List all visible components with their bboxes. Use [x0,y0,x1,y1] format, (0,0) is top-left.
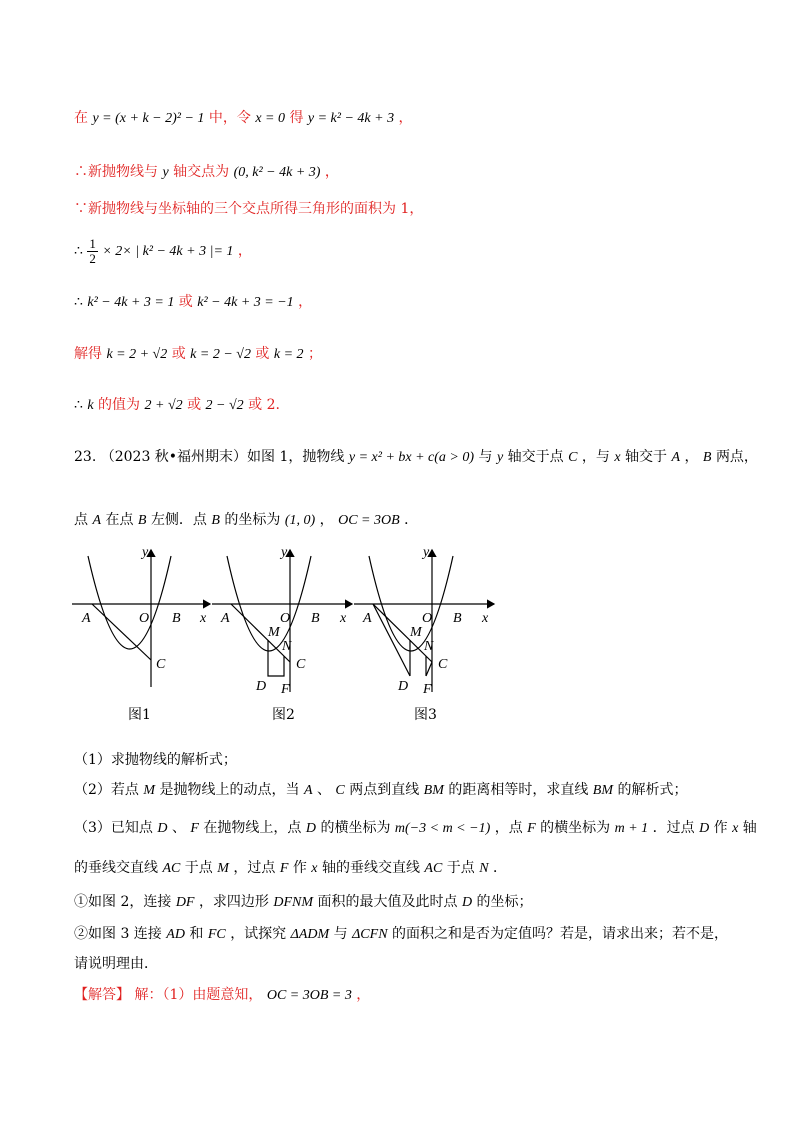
figure-2 [210,542,360,697]
text: 轴 [742,820,757,836]
math-expr: AC [162,861,181,876]
solution-line-2 [74,162,339,183]
math-expr: m + 1 [614,821,649,836]
text: 是抛物线上的动点，当 [159,782,300,798]
text: 轴交于 [625,449,667,465]
text: 在抛物线上，点 [203,820,302,836]
math-expr: BM [592,783,614,798]
label-N: N [424,639,434,654]
math-expr: ΔCFN [352,927,388,942]
text: 轴的垂线交直线 [321,860,420,876]
text: 或 [255,346,270,362]
text: 的坐标为 [224,512,281,528]
math-expr: F [527,821,536,836]
text: 于点 [446,860,475,876]
label-F: F [281,682,290,697]
label-O: O [139,611,150,626]
question-1: （1）求抛物线的解析式； [74,752,237,768]
label-B: B [453,611,462,626]
label-D: D [256,679,267,694]
text: 的面积之和是否为定值吗？若是，请求出来；若不是， [392,926,728,942]
text: （2）若点 [74,782,139,798]
text: 中，令 [208,110,251,126]
problem-line-1 [74,447,758,468]
label-A: A [221,611,230,626]
label-F: F [423,682,432,697]
text: 的垂线交直线 [74,860,158,876]
therefore-symbol: ∴ [74,295,83,310]
math-expr: C [568,450,578,465]
math-expr: 2 − √2 [205,398,244,413]
label-C: C [296,657,306,672]
math-expr: y = k² − 4k + 3 [307,111,395,126]
figure-3-caption: 图3 [414,707,437,723]
text: 或 [171,346,186,362]
label-B: B [311,611,320,626]
math-expr: N [479,861,489,876]
label-C: C [438,657,448,672]
math-expr: (1, 0) [284,513,316,528]
text: ，求四边形 [198,894,269,910]
text: ①如图 2，连接 [74,894,172,910]
label-M: M [410,625,422,640]
math-expr: OC = 3OB [338,513,400,528]
solution-line-1 [74,108,413,129]
question-3-line-end: 请说明理由． [74,956,158,972]
solution-line-5 [74,292,312,313]
math-expr: B [702,450,712,465]
text: 轴交点为 [173,164,230,180]
text: ， [319,512,334,528]
text: 左侧．点 [150,512,207,528]
text: ； [307,346,322,362]
figure-3 [352,542,502,697]
math-expr: OC = 3OB = 3 [266,988,352,1003]
math-expr: A [671,450,681,465]
text: 、 [171,820,186,836]
figure-1-caption: 图1 [128,707,151,723]
math-expr: 2 + √2 [144,398,183,413]
math-expr: k = 2 + √2 [106,347,168,362]
math-expr: x [614,450,621,465]
text: 面积的最大值及此时点 [317,894,458,910]
math-expr: DF [175,895,195,910]
text: 或 2. [248,397,280,413]
text: 的值为 [98,397,141,413]
math-expr: DFNM [273,895,314,910]
math-expr: x [732,821,739,836]
text: （2023 秋•福州期末）如图 1，抛物线 [100,449,345,465]
denominator: 2 [89,250,96,266]
math-expr: D [461,895,473,910]
math-expr: y = (x + k − 2)² − 1 [92,111,205,126]
math-expr: k = 2 [273,347,304,362]
text: ．过点 [652,820,695,836]
segment-fc [426,662,432,676]
text: 作 [713,820,728,836]
therefore-symbol: ∴ [74,244,83,259]
text: 或 [178,294,193,310]
math-expr: k² − 4k + 3 = −1 [197,295,294,310]
question-2 [74,780,687,801]
math-expr: C [335,783,345,798]
text: ． [404,512,419,528]
math-expr: B [211,513,220,528]
text: ， [324,164,339,180]
text: 两点到直线 [349,782,420,798]
text: 点 [74,512,88,528]
text: ，点 [494,820,523,836]
math-expr: F [190,821,199,836]
solution-line-6 [74,344,322,365]
math-expr: y [162,165,169,180]
figure-1 [70,542,220,692]
math-expr: k [87,398,94,413]
text: ， [684,449,699,465]
text: 的坐标； [476,894,533,910]
text: ②如图 3 连接 [74,926,162,942]
label-O: O [422,611,433,626]
problem-number: 23. [74,449,97,465]
label-y: y [142,545,149,560]
numerator: 1 [89,235,96,251]
math-expr: M [143,783,156,798]
math-expr: A [303,783,313,798]
label-x: x [340,611,347,626]
label-A: A [363,611,372,626]
text: 的横坐标为 [540,820,611,836]
text: 的距离相等时，求直线 [448,782,589,798]
label-y: y [281,545,288,560]
text: （3）已知点 [74,820,153,836]
math-expr: M [217,861,229,876]
question-3-part-1 [74,892,533,913]
text: ， [398,110,413,126]
text: 与 [478,449,493,465]
text: 的解析式； [617,782,688,798]
text: 、 [316,782,331,798]
question-3-part-2 [74,924,728,945]
math-expr: D [157,821,168,836]
math-expr: × 2× | k² − 4k + 3 |= 1 [102,244,234,259]
text: ∴新抛物线与 [74,164,158,180]
math-expr: x [311,861,318,876]
math-expr: k² − 4k + 3 = 1 [87,295,175,310]
math-expr: D [699,821,710,836]
text: ， [237,243,252,259]
text: ，过点 [233,860,276,876]
text: 在点 [105,512,134,528]
math-expr: x = 0 [255,111,285,126]
question-3-line-2 [74,858,507,879]
text: 与 [333,926,348,942]
text: 得 [289,110,304,126]
label-D: D [398,679,409,694]
label-A: A [82,611,91,626]
math-expr: BM [423,783,444,798]
text: 或 [187,397,202,413]
label-B: B [172,611,181,626]
math-expr: D [305,821,316,836]
label-O: O [280,611,291,626]
math-expr: B [137,513,147,528]
solution-line-7 [74,395,280,416]
text: 解：（1）由题意知， [134,987,263,1003]
math-expr: FC [207,927,226,942]
label-y: y [423,545,430,560]
text: 轴交于点 [507,449,564,465]
label-N: N [282,639,292,654]
answer-start [74,985,370,1006]
math-expr: F [279,861,289,876]
text: 的横坐标为 [320,820,391,836]
text: ． [493,860,508,876]
math-expr: y [496,450,504,465]
label-x: x [482,611,489,626]
segment-ad [373,604,410,676]
problem-line-2 [74,510,418,531]
text: 和 [189,926,204,942]
text: ， [356,987,371,1003]
math-expr: AC [424,861,443,876]
solution-line-3: ∵新抛物线与坐标轴的三个交点所得三角形的面积为 1， [74,201,424,217]
answer-tag: 【解答】 [74,987,130,1003]
text: 解得 [74,346,102,362]
parabola [88,556,171,649]
therefore-symbol: ∴ [74,398,83,413]
math-expr: A [92,513,102,528]
text: ， [298,294,313,310]
math-expr: AD [166,927,185,942]
label-x: x [200,611,207,626]
math-expr: k = 2 − √2 [190,347,251,362]
text: ，试探究 [230,926,287,942]
figure-2-caption: 图2 [272,707,295,723]
text: 在 [74,110,88,126]
label-C: C [156,657,166,672]
text: 作 [292,860,307,876]
text: 于点 [184,860,213,876]
solution-line-4 [74,236,252,267]
question-3-line-1 [74,818,757,839]
math-expr: y = x² + bx + c(a > 0) [348,450,475,465]
math-expr: (0, k² − 4k + 3) [233,165,321,180]
fraction [87,237,98,266]
label-M: M [268,625,280,640]
math-expr: m(−3 < m < −1) [394,821,491,836]
math-expr: ΔADM [290,927,330,942]
text: 两点， [715,449,758,465]
text: ，与 [581,449,610,465]
